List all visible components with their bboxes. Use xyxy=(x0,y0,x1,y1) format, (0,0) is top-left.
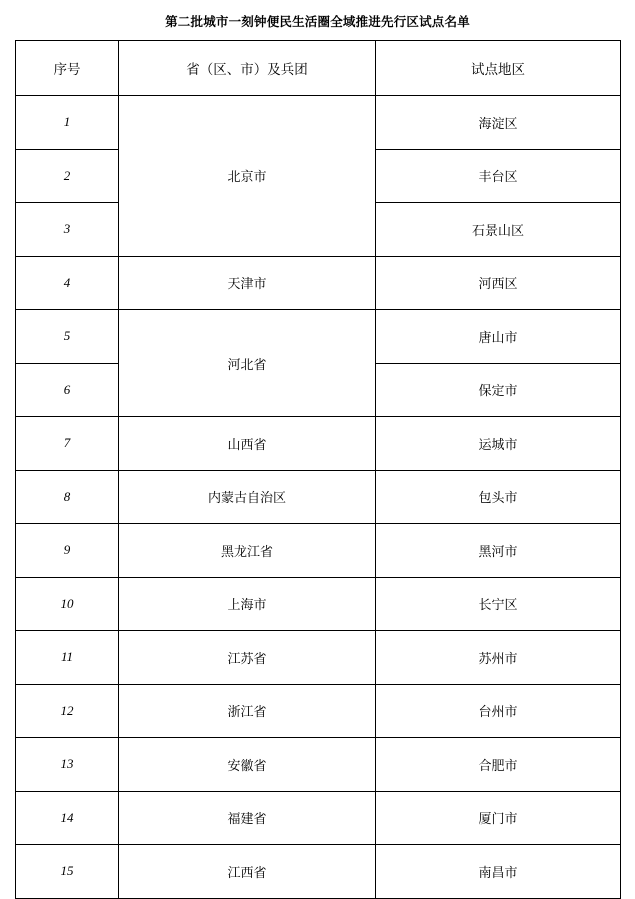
cell-province: 黑龙江省 xyxy=(119,524,376,578)
cell-area: 丰台区 xyxy=(376,149,621,203)
cell-province: 福建省 xyxy=(119,791,376,845)
table-header-row xyxy=(16,41,621,96)
cell-index: 12 xyxy=(16,684,119,738)
table-row xyxy=(16,524,621,578)
page-title: 第二批城市一刻钟便民生活圈全域推进先行区试点名单 xyxy=(165,15,470,29)
cell-index: 6 xyxy=(16,363,119,417)
cell-area: 黑河市 xyxy=(376,524,621,578)
table-row xyxy=(16,470,621,524)
table-row xyxy=(16,310,621,364)
cell-area: 南昌市 xyxy=(376,845,621,899)
cell-index: 5 xyxy=(16,310,119,364)
cell-area: 厦门市 xyxy=(376,791,621,845)
cell-index: 7 xyxy=(16,417,119,471)
cell-province: 内蒙古自治区 xyxy=(119,470,376,524)
cell-index: 1 xyxy=(16,96,119,150)
table-row xyxy=(16,631,621,685)
cell-index: 15 xyxy=(16,845,119,899)
column-header-area: 试点地区 xyxy=(376,41,621,96)
column-header-province: 省（区、市）及兵团 xyxy=(119,41,376,96)
cell-area: 河西区 xyxy=(376,256,621,310)
pilot-area-table xyxy=(15,40,621,899)
table-row xyxy=(16,738,621,792)
cell-area: 合肥市 xyxy=(376,738,621,792)
cell-province: 河北省 xyxy=(119,310,376,417)
cell-area: 台州市 xyxy=(376,684,621,738)
table-body xyxy=(16,96,621,899)
cell-index: 2 xyxy=(16,149,119,203)
cell-province: 天津市 xyxy=(119,256,376,310)
table-row xyxy=(16,791,621,845)
cell-index: 3 xyxy=(16,203,119,257)
table-row xyxy=(16,684,621,738)
cell-province: 安徽省 xyxy=(119,738,376,792)
cell-index: 11 xyxy=(16,631,119,685)
cell-index: 13 xyxy=(16,738,119,792)
cell-province: 江苏省 xyxy=(119,631,376,685)
cell-province: 上海市 xyxy=(119,577,376,631)
cell-province: 山西省 xyxy=(119,417,376,471)
cell-index: 10 xyxy=(16,577,119,631)
cell-area: 长宁区 xyxy=(376,577,621,631)
cell-area: 运城市 xyxy=(376,417,621,471)
cell-index: 8 xyxy=(16,470,119,524)
column-header-index: 序号 xyxy=(16,41,119,96)
cell-area: 包头市 xyxy=(376,470,621,524)
cell-index: 4 xyxy=(16,256,119,310)
table-row xyxy=(16,256,621,310)
cell-index: 14 xyxy=(16,791,119,845)
table-row xyxy=(16,96,621,150)
cell-index: 9 xyxy=(16,524,119,578)
cell-area: 石景山区 xyxy=(376,203,621,257)
cell-province: 北京市 xyxy=(119,96,376,257)
cell-area: 唐山市 xyxy=(376,310,621,364)
cell-province: 江西省 xyxy=(119,845,376,899)
cell-area: 保定市 xyxy=(376,363,621,417)
table-row xyxy=(16,417,621,471)
cell-area: 海淀区 xyxy=(376,96,621,150)
cell-area: 苏州市 xyxy=(376,631,621,685)
cell-province: 浙江省 xyxy=(119,684,376,738)
table-row xyxy=(16,577,621,631)
table-row xyxy=(16,845,621,899)
table-header xyxy=(16,41,621,96)
